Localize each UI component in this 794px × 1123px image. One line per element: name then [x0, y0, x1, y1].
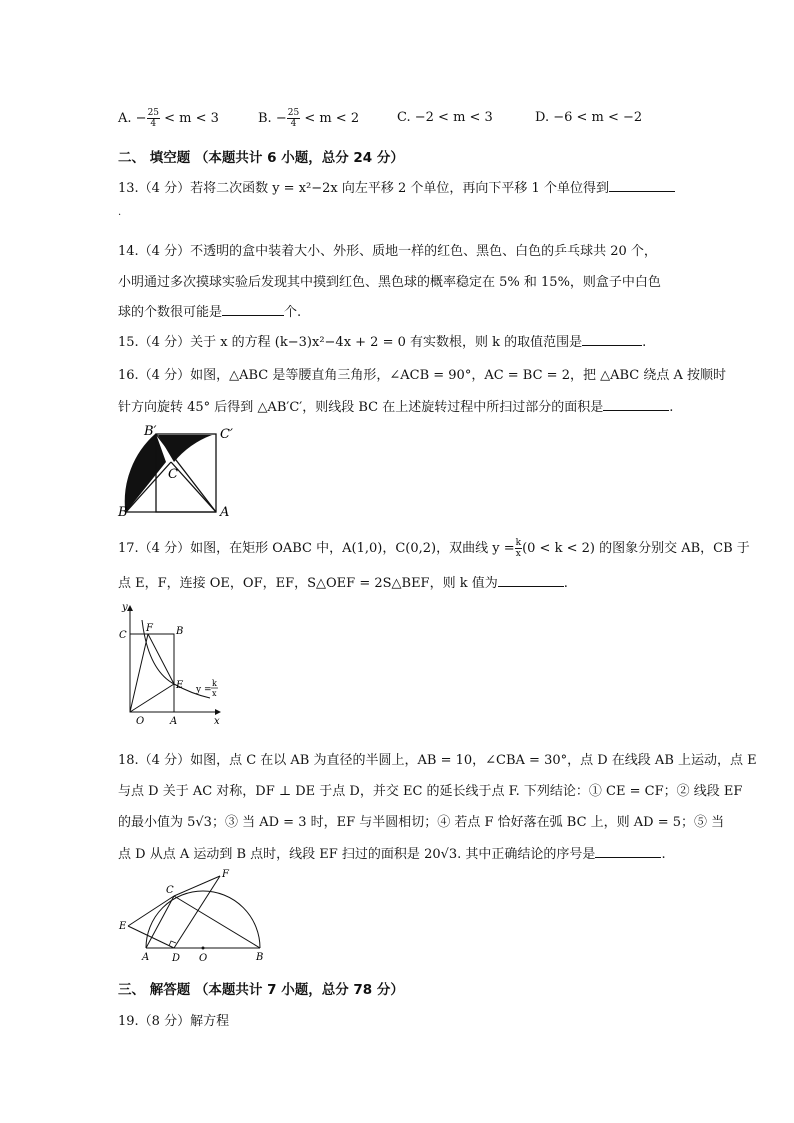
q16-tail: . — [669, 400, 674, 415]
q15-text: 15.（4 分）关于 x 的方程 (k−3)x²−4x + 2 = 0 有实数根，则 k 的取值范围是 — [118, 335, 583, 350]
q16-label-a: A — [220, 505, 230, 518]
q18-figure — [116, 868, 270, 964]
q17-label-b: B — [176, 626, 184, 637]
q17-label-o: O — [136, 716, 145, 726]
q17-label-c: C — [119, 630, 127, 641]
q18-label-a: A — [142, 952, 150, 963]
q17-figure — [114, 600, 224, 726]
q17-frac-den: x — [515, 549, 521, 559]
q15-line1 — [118, 331, 646, 350]
q16-shaded-left — [125, 434, 166, 512]
option-a: A. − $\frac{25}{4}$ < m < 3 — [118, 108, 219, 129]
option-d: D. −6 < m < −2 — [535, 110, 643, 125]
q19-line1: 19.（8 分）解方程 — [118, 1014, 230, 1029]
q18-line2: 与点 D 关于 AC 对称，DF ⊥ DE 于点 D，并交 EC 的延长线于点 F. 下列结论：① CE = CF；② 线段 EF — [118, 784, 743, 799]
q17-line1 — [118, 537, 750, 559]
q13-text: 13.（4 分）若将二次函数 y = x²−2x 向左平移 2 个单位，再向下平移 1 个单位得到 — [118, 181, 609, 196]
q17-label-a: A — [170, 716, 178, 726]
q17-label-e: E — [176, 680, 184, 691]
q18-label-c: C — [166, 885, 174, 896]
q18-right-angle — [169, 941, 176, 946]
q18-ed — [128, 926, 174, 948]
q17-curve-k: k — [212, 679, 217, 688]
q17-curve-x: x — [212, 689, 217, 698]
q18-answer-blank — [595, 845, 661, 858]
option-b-fraction — [287, 108, 300, 129]
option-b: B. − $\frac{25}{4}$ < m < 2 — [258, 108, 360, 129]
q18-semicircle — [146, 891, 260, 948]
q18-center-dot — [202, 947, 205, 950]
option-b-num: 25 — [287, 108, 300, 118]
q18-cb — [174, 896, 260, 948]
q18-df — [174, 876, 220, 948]
section3-title: 三、 解答题 （本题共计 7 小题，总分 78 分） — [118, 982, 404, 998]
q16-label-b: B — [118, 505, 128, 518]
q14-line3 — [118, 301, 301, 320]
q17-of — [130, 634, 148, 712]
q14-tail: 个. — [284, 305, 302, 320]
q18-line3: 的最小值为 5√3；③ 当 AD = 3 时，EF 与半圆相切；④ 若点 F 恰好落在弧 BC 上，则 AD = 5；⑤ 当 — [118, 815, 725, 830]
q17-label-y: y — [122, 602, 128, 613]
q17-line2 — [118, 572, 568, 591]
option-b-prefix: B. — [258, 111, 276, 126]
q17-tail: . — [563, 576, 568, 591]
q15-answer-blank — [582, 333, 642, 346]
q17-label-f: F — [146, 623, 153, 634]
q18-label-b: B — [256, 952, 264, 963]
q13-line1 — [118, 177, 675, 196]
q16-label-b1: B′ — [144, 424, 157, 439]
q17-rect — [130, 634, 174, 712]
q16-line1: 16.（4 分）如图，△ABC 是等腰直角三角形，∠ACB = 90°，AC = BC = 2，把 △ABC 绕点 A 按顺时 — [118, 368, 727, 383]
q16-line2 — [118, 396, 673, 415]
q17-text-b: (0 < k < 2) 的图象分别交 AB，CB 于 — [522, 541, 750, 556]
q18-line4 — [118, 843, 666, 862]
q18-label-f: F — [222, 869, 229, 880]
q17-label-x: x — [214, 716, 220, 726]
option-b-den: 4 — [290, 119, 297, 129]
q17-curve-label: y = — [196, 685, 212, 695]
option-a-prefix: A. — [118, 111, 136, 126]
q14-text: 球的个数很可能是 — [118, 305, 223, 320]
q16-answer-blank — [603, 398, 669, 411]
q17-text-a: 17.（4 分）如图，在矩形 OABC 中，A(1,0)，C(0,2)，双曲线 y = — [118, 541, 515, 556]
q18-line1: 18.（4 分）如图，点 C 在以 AB 为直径的半圆上，AB = 10，∠CBA = 30°，点 D 在线段 AB 上运动，点 E — [118, 753, 757, 768]
q17-oe — [130, 684, 174, 712]
option-b-tail: < m < 2 — [300, 111, 360, 126]
q16-text: 针方向旋转 45° 后得到 △AB′C′，则线段 BC 在上述旋转过程中所扫过部分的面积是 — [118, 400, 604, 415]
option-c: C. −2 < m < 3 — [397, 110, 493, 125]
option-a-num: 25 — [147, 108, 160, 118]
option-a-tail: < m < 3 — [160, 111, 219, 126]
q17-text: 点 E，F，连接 OE，OF，EF，S△OEF = 2S△BEF，则 k 值为 — [118, 576, 498, 591]
option-a-fraction — [147, 108, 160, 129]
q18-label-e: E — [119, 921, 127, 932]
q13-line2: . — [118, 207, 122, 218]
q17-fraction — [515, 538, 522, 559]
q16-figure — [116, 422, 246, 518]
q16-shaded-top — [158, 435, 212, 462]
q18-tail: . — [661, 847, 666, 862]
q18-ec — [128, 896, 174, 926]
q14-line1: 14.（4 分）不透明的盒中装着大小、外形、质地一样的红色、黑色、白色的乒乓球共 20 个， — [118, 244, 657, 259]
q18-label-o: O — [199, 953, 208, 964]
q17-answer-blank — [498, 574, 564, 587]
q14-line2: 小明通过多次摸球实验后发现其中摸到红色、黑色球的概率稳定在 5% 和 15%，则盒子中白色 — [118, 275, 661, 290]
q18-text: 点 D 从点 A 运动到 B 点时，线段 EF 扫过的面积是 20√3. 其中正确结论的序号是 — [118, 847, 596, 862]
q16-label-c1: C′ — [220, 427, 233, 442]
q16-label-c: C — [168, 467, 178, 482]
option-a-den: 4 — [150, 119, 157, 129]
q17-frac-num: k — [515, 538, 522, 548]
q18-label-d: D — [172, 953, 181, 964]
q15-tail: . — [642, 335, 647, 350]
q14-answer-blank — [222, 303, 284, 316]
section2-title: 二、 填空题 （本题共计 6 小题，总分 24 分） — [118, 150, 404, 166]
q18-ac — [146, 896, 174, 948]
q13-answer-blank — [609, 179, 675, 192]
